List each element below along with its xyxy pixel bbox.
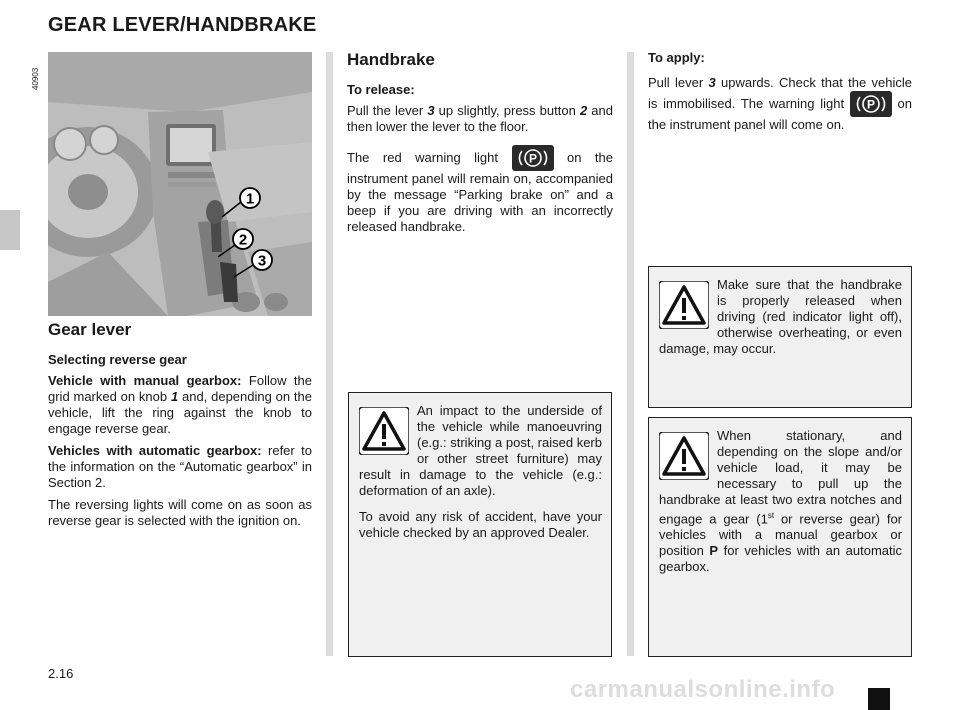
column-divider: [326, 52, 333, 656]
watermark: carmanualsonline.info: [570, 676, 836, 703]
handbrake-heading: Handbrake: [347, 50, 435, 69]
figure-code: 40903: [31, 67, 40, 90]
parking-brake-icon: [850, 91, 892, 117]
svg-text:P: P: [528, 151, 537, 166]
release-warning-text: The red warning light P on the instrument panel will remain on, accompanied by the message “Parking brake on” and a beep if you are driving with an incorrectly released handbrake.: [347, 145, 613, 235]
column-divider: [627, 52, 634, 656]
handbrake-section: [347, 50, 613, 235]
impact-warning-box: [348, 392, 612, 657]
apply-text: Pull lever 3 upwards. Check that the vehicle is immobilised. The warning light P on the instrument panel will come on.: [648, 75, 912, 132]
page-number: 2.16: [48, 666, 74, 681]
callout-3-label: 3: [257, 252, 267, 270]
automatic-gearbox-text: Vehicles with automatic gearbox: refer to the information on the “Automatic gearbox” in Section 2.: [48, 443, 313, 490]
warning-triangle-icon: [659, 432, 709, 480]
gear-lever-section: [48, 320, 312, 529]
reversing-lights-text: The reversing lights will come on as soon as reverse gear is selected with the ignition on.: [48, 497, 312, 528]
callout-2-label: 2: [238, 231, 248, 249]
release-label: To release:: [347, 82, 415, 97]
svg-text:P: P: [866, 97, 875, 112]
corner-mark: [868, 688, 890, 710]
callout-1-label: 1: [245, 190, 255, 208]
reverse-gear-subheading: Selecting reverse gear: [48, 352, 187, 367]
impact-dealer-text: To avoid any risk of accident, have your vehicle checked by an approved Dealer.: [359, 509, 602, 540]
section-tab: [0, 210, 20, 250]
gear-lever-heading: Gear lever: [48, 320, 132, 339]
stationary-text: When stationary, and depending on the slope and/or vehicle load, it may be necessary to pull up the handbrake at least two extra notches and engage a gear (1st or reverse gear) for vehicles with a manual gearbox or position P for vehicles with an automatic gearbox.: [659, 428, 903, 575]
dashboard-photo: [48, 52, 312, 316]
release-text: Pull the lever 3 up slightly, press button 2 and then lower the lever to the floor.: [347, 103, 614, 134]
stationary-warning-box: [648, 417, 912, 657]
parking-brake-icon: [512, 145, 554, 171]
apply-label: To apply:: [648, 50, 705, 65]
warning-triangle-icon: [359, 407, 409, 455]
impact-warning-text: An impact to the underside of the vehicle while manoeuvring (e.g.: striking a post, raised kerb or other street furniture) may result in damage to the vehicle (e.g.: deformation of an axle).: [359, 403, 602, 498]
manual-gearbox-text: Vehicle with manual gearbox: Follow the grid marked on knob 1 and, depending on the vehicle, lift the ring against the knob to engage reverse gear.: [48, 373, 312, 436]
warning-triangle-icon: [659, 281, 709, 329]
handbrake-released-warning-box: [648, 266, 912, 408]
page-title: GEAR LEVER/HANDBRAKE: [48, 14, 317, 36]
handbrake-released-text: Make sure that the handbrake is properly released when driving (red indicator light off), otherwise overheating, or even damage, may occur.: [659, 277, 902, 356]
apply-section: [648, 50, 912, 133]
